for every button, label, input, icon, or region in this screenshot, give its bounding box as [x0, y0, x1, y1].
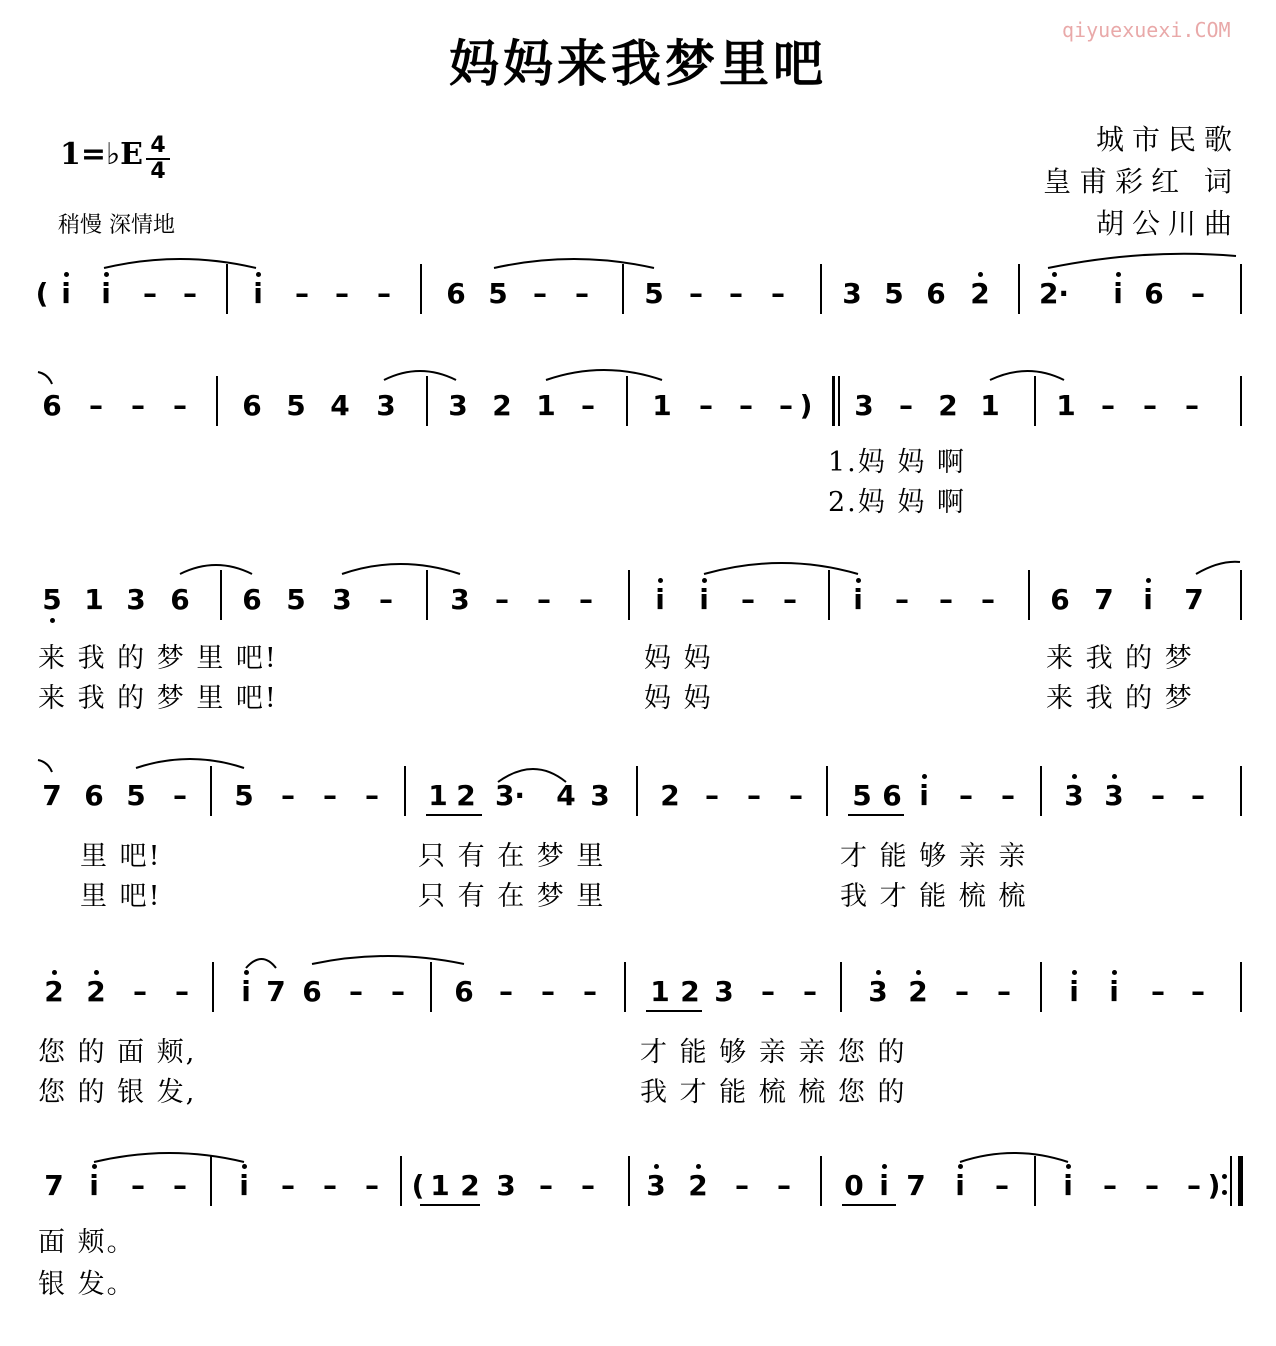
- lyric-line: 来 我 的 梦: [1046, 643, 1194, 674]
- lyric-line: 才 能 够 亲 亲: [840, 841, 1028, 872]
- note: 2: [460, 1169, 480, 1202]
- note: 7: [266, 975, 286, 1008]
- note: –: [533, 277, 547, 310]
- note: i: [61, 277, 71, 310]
- octave-dot-high: [1066, 1164, 1071, 1169]
- note: –: [771, 277, 785, 310]
- note: ): [1207, 1169, 1221, 1202]
- note: 3: [1064, 779, 1084, 812]
- note: 5: [852, 779, 872, 812]
- lyric-line: 来 我 的 梦 里 吧!: [38, 683, 278, 714]
- note: –: [281, 779, 295, 812]
- note: 3: [448, 389, 468, 422]
- octave-dot-high: [1052, 272, 1057, 277]
- slur: [494, 259, 654, 268]
- credit-genre: 城市民歌: [1095, 123, 1240, 156]
- note: –: [335, 277, 349, 310]
- note: –: [539, 1169, 553, 1202]
- note: 5: [286, 583, 306, 616]
- bar-line: [220, 570, 222, 620]
- lyric-line: 来 我 的 梦 里 吧!: [38, 643, 278, 674]
- credit-lyricist: 皇甫彩红 词: [1043, 165, 1240, 198]
- note: –: [173, 1169, 187, 1202]
- note: i: [241, 975, 251, 1008]
- octave-dot-high: [876, 970, 881, 975]
- end-repeat-bar: [1238, 1156, 1243, 1206]
- bar-line: [826, 766, 828, 816]
- note: –: [729, 277, 743, 310]
- note: –: [323, 1169, 337, 1202]
- note: –: [173, 779, 187, 812]
- octave-dot-high: [882, 1164, 887, 1169]
- bar-line: [212, 962, 214, 1012]
- octave-dot-high: [1072, 774, 1077, 779]
- octave-dot-high: [242, 1164, 247, 1169]
- note: 7: [1184, 583, 1204, 616]
- octave-dot-high: [702, 578, 707, 583]
- note: –: [1001, 779, 1015, 812]
- note: –: [1187, 1169, 1201, 1202]
- slur: [990, 371, 1064, 380]
- note: –: [735, 1169, 749, 1202]
- note: i: [853, 583, 863, 616]
- note: –: [1191, 277, 1205, 310]
- bar-line: [1034, 1156, 1036, 1206]
- note: 2: [938, 389, 958, 422]
- time-signature: [146, 135, 170, 183]
- bar-line: [828, 570, 830, 620]
- bar-line: [1018, 264, 1020, 314]
- note: 3: [854, 389, 874, 422]
- octave-dot-high: [958, 1164, 963, 1169]
- lyric-line: 妈 妈: [644, 683, 713, 714]
- note: 2: [680, 975, 700, 1008]
- end-repeat-bar: [1230, 1156, 1232, 1206]
- note: –: [1191, 975, 1205, 1008]
- note: 1: [428, 779, 448, 812]
- note: –: [133, 975, 147, 1008]
- note: –: [1151, 975, 1165, 1008]
- slur: [704, 563, 858, 574]
- octave-dot-high: [52, 970, 57, 975]
- octave-dot-high: [856, 578, 861, 583]
- note: –: [377, 277, 391, 310]
- note: –: [89, 389, 103, 422]
- note: –: [295, 277, 309, 310]
- note: 1: [652, 389, 672, 422]
- note: 0: [844, 1169, 864, 1202]
- lyric-line: 只 有 在 梦 里: [418, 841, 606, 872]
- eighth-note-beam: [646, 1010, 702, 1012]
- octave-dot-low: [50, 618, 55, 623]
- note: –: [175, 975, 189, 1008]
- note: 1: [536, 389, 556, 422]
- octave-dot-high: [696, 1164, 701, 1169]
- slur: [38, 760, 52, 772]
- note: –: [997, 975, 1011, 1008]
- note: 7: [1094, 583, 1114, 616]
- slur: [136, 759, 244, 768]
- note: –: [1103, 1169, 1117, 1202]
- note: –: [747, 779, 761, 812]
- note: 3: [646, 1169, 666, 1202]
- note: i: [655, 583, 665, 616]
- note: 6: [446, 277, 466, 310]
- note: i: [1113, 277, 1123, 310]
- note: –: [1151, 779, 1165, 812]
- note: 7: [906, 1169, 926, 1202]
- bar-line: [430, 962, 432, 1012]
- bar-line: [420, 264, 422, 314]
- bar-line: [626, 376, 628, 426]
- note: i: [1109, 975, 1119, 1008]
- slur: [246, 959, 276, 968]
- lyric-line: 2.妈 妈 啊: [828, 487, 966, 518]
- parenthesis: ): [799, 389, 813, 422]
- note: 7: [44, 1169, 64, 1202]
- lyric-line: 里 吧!: [80, 881, 162, 912]
- note: 6: [926, 277, 946, 310]
- octave-dot-high: [978, 272, 983, 277]
- slur: [180, 565, 252, 574]
- slur: [312, 956, 464, 964]
- note: –: [499, 975, 513, 1008]
- note: 6: [242, 389, 262, 422]
- note: –: [689, 277, 703, 310]
- note: 6: [242, 583, 262, 616]
- note: 5: [488, 277, 508, 310]
- note: –: [699, 389, 713, 422]
- note: 5: [644, 277, 664, 310]
- note: –: [581, 389, 595, 422]
- note: (: [411, 1169, 425, 1202]
- octave-dot-high: [1112, 774, 1117, 779]
- note: –: [761, 975, 775, 1008]
- bar-line: [628, 1156, 630, 1206]
- slur: [960, 1153, 1068, 1162]
- bar-line: [210, 766, 212, 816]
- bar-line: [1034, 376, 1036, 426]
- lyric-line: 里 吧!: [80, 841, 162, 872]
- note: i: [1143, 583, 1153, 616]
- note: 3: [714, 975, 734, 1008]
- tempo-marking: 稍慢 深情地: [58, 213, 175, 238]
- lyric-line: 您 的 面 颊,: [38, 1037, 197, 1068]
- key-signature: 1=♭E: [60, 137, 144, 172]
- note: –: [583, 975, 597, 1008]
- bar-line: [216, 376, 218, 426]
- note: –: [1145, 1169, 1159, 1202]
- note: 3: [842, 277, 862, 310]
- note: 3: [332, 583, 352, 616]
- octave-dot-high: [916, 970, 921, 975]
- octave-dot-high: [92, 1164, 97, 1169]
- eighth-note-beam: [848, 814, 904, 816]
- note: 3: [450, 583, 470, 616]
- note: –: [579, 583, 593, 616]
- note: –: [783, 583, 797, 616]
- note: –: [1101, 389, 1115, 422]
- octave-dot-high: [654, 1164, 659, 1169]
- lyric-line: 只 有 在 梦 里: [418, 881, 606, 912]
- note: –: [581, 1169, 595, 1202]
- note: i: [919, 779, 929, 812]
- note: –: [981, 583, 995, 616]
- note: –: [739, 389, 753, 422]
- note: 6: [42, 389, 62, 422]
- bar-line: [1040, 766, 1042, 816]
- octave-dot-high: [1072, 970, 1077, 975]
- note: 2: [492, 389, 512, 422]
- lyric-line: 1.妈 妈 啊: [828, 447, 966, 478]
- bar-line: [1240, 962, 1242, 1012]
- note: 2: [970, 277, 990, 310]
- note: 3: [868, 975, 888, 1008]
- bar-line: [426, 376, 428, 426]
- note: 2·: [1038, 277, 1070, 310]
- note: –: [1185, 389, 1199, 422]
- bar-line: [840, 962, 842, 1012]
- bar-line: [426, 570, 428, 620]
- note: 1: [980, 389, 1000, 422]
- note: i: [253, 277, 263, 310]
- bar-line: [1028, 570, 1030, 620]
- note: –: [281, 1169, 295, 1202]
- note: i: [1063, 1169, 1073, 1202]
- note: 1: [84, 583, 104, 616]
- note: 2: [688, 1169, 708, 1202]
- note: –: [143, 277, 157, 310]
- note: (: [35, 277, 49, 310]
- slur: [38, 372, 52, 384]
- lyric-line: 面 颊。: [38, 1227, 136, 1258]
- note: –: [939, 583, 953, 616]
- slur: [1196, 562, 1240, 574]
- bar-line: [210, 1156, 212, 1206]
- octave-dot-high: [1146, 578, 1151, 583]
- bar-line: [404, 766, 406, 816]
- note: 1: [1056, 389, 1076, 422]
- note: –: [895, 583, 909, 616]
- lyric-line: 我 才 能 梳 梳 您 的: [640, 1077, 907, 1108]
- note: 3: [376, 389, 396, 422]
- note: 1: [650, 975, 670, 1008]
- note: –: [183, 277, 197, 310]
- bar-line: [622, 264, 624, 314]
- note: –: [777, 1169, 791, 1202]
- note: –: [575, 277, 589, 310]
- note: –: [789, 779, 803, 812]
- octave-dot-high: [94, 970, 99, 975]
- bar-line: [636, 766, 638, 816]
- note: –: [323, 779, 337, 812]
- note: i: [1069, 975, 1079, 1008]
- repeat-dot: [1222, 1174, 1227, 1179]
- note: 4: [330, 389, 350, 422]
- note: 6: [302, 975, 322, 1008]
- bar-line: [1240, 766, 1242, 816]
- octave-dot-high: [658, 578, 663, 583]
- note: i: [879, 1169, 889, 1202]
- note: 6: [1050, 583, 1070, 616]
- note: 3: [590, 779, 610, 812]
- meter-top: 4: [150, 133, 166, 158]
- lyric-line: 才 能 够 亲 亲 您 的: [640, 1037, 907, 1068]
- bar-line: [226, 264, 228, 314]
- note: –: [541, 975, 555, 1008]
- note: –: [173, 389, 187, 422]
- eighth-note-beam: [420, 1204, 480, 1206]
- note: –: [803, 975, 817, 1008]
- octave-dot-high: [104, 272, 109, 277]
- slur: [546, 370, 662, 380]
- note: –: [1191, 779, 1205, 812]
- octave-dot-high: [922, 774, 927, 779]
- octave-dot-high: [244, 970, 249, 975]
- repeat-start-bar: [832, 376, 835, 426]
- note: 5: [234, 779, 254, 812]
- bar-line: [1240, 376, 1242, 426]
- credit-composer: 胡公川曲: [1095, 207, 1240, 240]
- octave-dot-high: [1116, 272, 1121, 277]
- bar-line: [820, 1156, 822, 1206]
- bar-line: [1040, 962, 1042, 1012]
- note: –: [959, 779, 973, 812]
- lyric-line: 您 的 银 发,: [38, 1077, 197, 1108]
- slur: [104, 259, 256, 268]
- note: 2: [660, 779, 680, 812]
- note: 6: [1144, 277, 1164, 310]
- slur: [342, 564, 460, 574]
- note: –: [379, 583, 393, 616]
- note: 6: [170, 583, 190, 616]
- note: –: [995, 1169, 1009, 1202]
- song-title: 妈妈来我梦里吧: [449, 34, 827, 93]
- bar-line: [624, 962, 626, 1012]
- lyric-line: 妈 妈: [644, 643, 713, 674]
- note: 6: [454, 975, 474, 1008]
- note: –: [349, 975, 363, 1008]
- octave-dot-high: [1112, 970, 1117, 975]
- note: 2: [86, 975, 106, 1008]
- repeat-dot: [1222, 1190, 1227, 1195]
- note: –: [955, 975, 969, 1008]
- note: –: [779, 389, 793, 422]
- note: i: [699, 583, 709, 616]
- note: i: [101, 277, 111, 310]
- note: 3·: [494, 779, 526, 812]
- note: –: [131, 1169, 145, 1202]
- note: 2: [456, 779, 476, 812]
- note: 3: [126, 583, 146, 616]
- bar-line: [1240, 264, 1242, 314]
- slur: [94, 1153, 244, 1162]
- note: –: [495, 583, 509, 616]
- repeat-start-bar: [838, 376, 840, 426]
- slur: [384, 371, 456, 380]
- note: i: [955, 1169, 965, 1202]
- note: –: [537, 583, 551, 616]
- bar-line: [628, 570, 630, 620]
- bar-line: [400, 1156, 402, 1206]
- note: –: [131, 389, 145, 422]
- lyric-line: 银 发。: [38, 1269, 136, 1300]
- note: 2: [44, 975, 64, 1008]
- note: –: [705, 779, 719, 812]
- note: i: [239, 1169, 249, 1202]
- bar-line: [1240, 570, 1242, 620]
- slur: [1048, 254, 1236, 268]
- note: 5: [884, 277, 904, 310]
- bar-line: [820, 264, 822, 314]
- note: 6: [882, 779, 902, 812]
- note: 7: [42, 779, 62, 812]
- note: –: [741, 583, 755, 616]
- note: 1: [430, 1169, 450, 1202]
- octave-dot-high: [256, 272, 261, 277]
- note: 2: [908, 975, 928, 1008]
- octave-dot-high: [64, 272, 69, 277]
- note: –: [899, 389, 913, 422]
- meter-bottom: 4: [150, 159, 166, 184]
- watermark-text: qiyuexuexi.COM: [1062, 18, 1231, 42]
- note: i: [89, 1169, 99, 1202]
- note: –: [365, 1169, 379, 1202]
- note: 3: [496, 1169, 516, 1202]
- lyric-line: 我 才 能 梳 梳: [840, 881, 1028, 912]
- note: 3: [1104, 779, 1124, 812]
- note: 5: [126, 779, 146, 812]
- eighth-note-beam: [426, 814, 482, 816]
- note: 5: [286, 389, 306, 422]
- lyric-line: 来 我 的 梦: [1046, 683, 1194, 714]
- note: –: [365, 779, 379, 812]
- note: 6: [84, 779, 104, 812]
- note: 5: [42, 583, 62, 616]
- note: –: [391, 975, 405, 1008]
- note: 4: [556, 779, 576, 812]
- note: –: [1143, 389, 1157, 422]
- eighth-note-beam: [842, 1204, 896, 1206]
